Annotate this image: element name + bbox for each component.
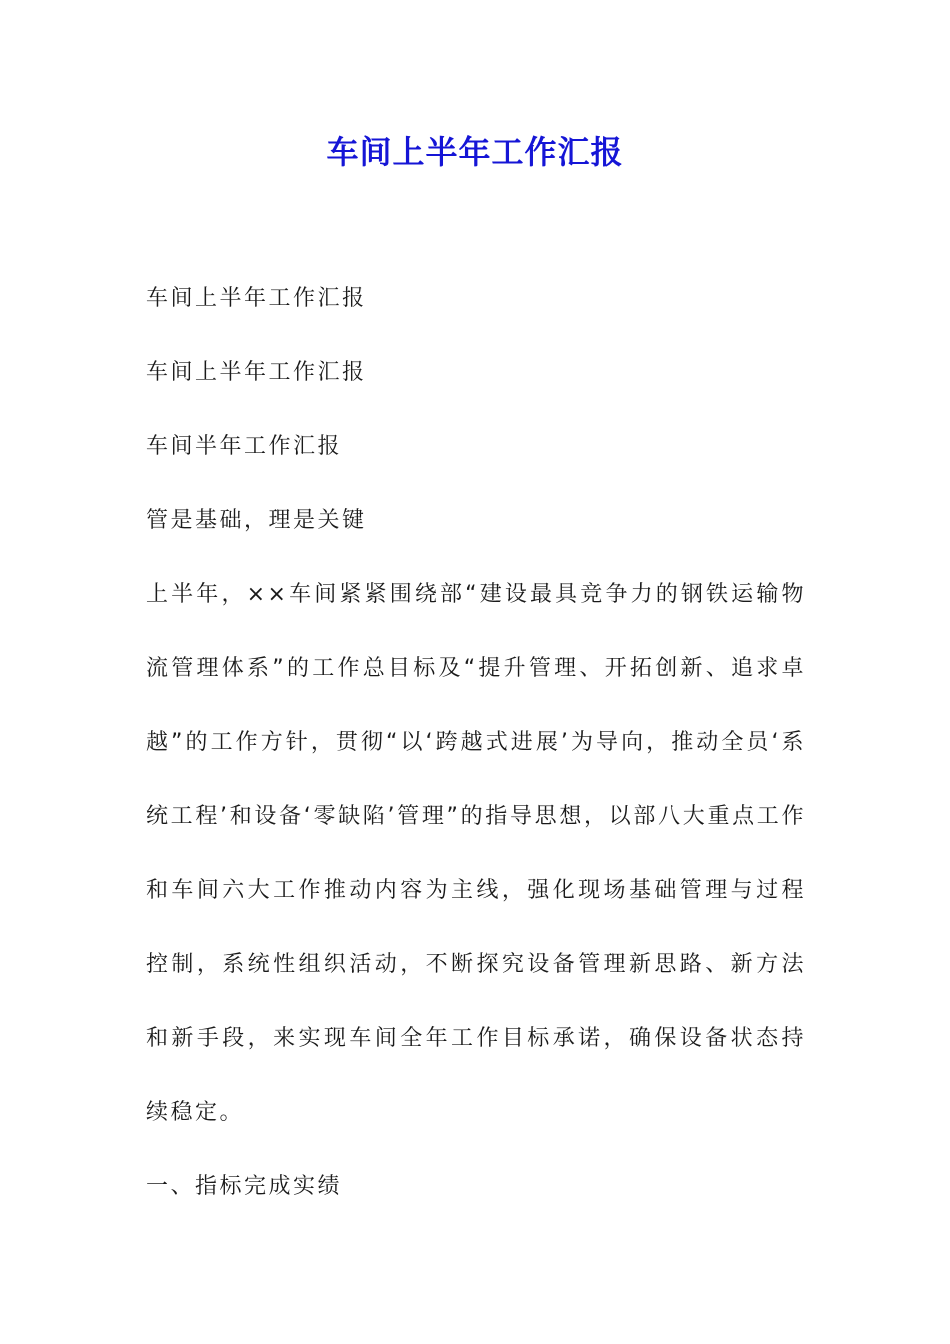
section-heading-1: 一、指标完成实绩 xyxy=(146,1174,343,1199)
document-title: 车间上半年工作汇报 xyxy=(326,133,624,171)
paragraph-subtitle: 管是基础，理是关键 xyxy=(146,508,367,533)
paragraph-heading-3: 车间半年工作汇报 xyxy=(146,434,343,459)
paragraph-intro: 上半年，××车间紧紧围绕部“建设最具竞争力的钢铁运输物流管理体系”的工作总目标及“提升管理、开拓创新、追求卓越”的工作方针，贯彻“以‘跨越式进展’为导向，推动全员‘系统工程’和设备‘零缺陷’管理”的指导思想，以部八大重点工作和车间六大工作推动内容为主线，强化现场基础管理与过程控制，系统性组织活动，不断探究设备管理新思路、新方法和新手段，来实现车间全年工作目标承诺，确保设备状态持续稳定。 xyxy=(146,582,806,1125)
paragraph-heading-2: 车间上半年工作汇报 xyxy=(146,360,367,385)
paragraph-heading-1: 车间上半年工作汇报 xyxy=(146,286,367,311)
document-body xyxy=(146,262,806,1224)
